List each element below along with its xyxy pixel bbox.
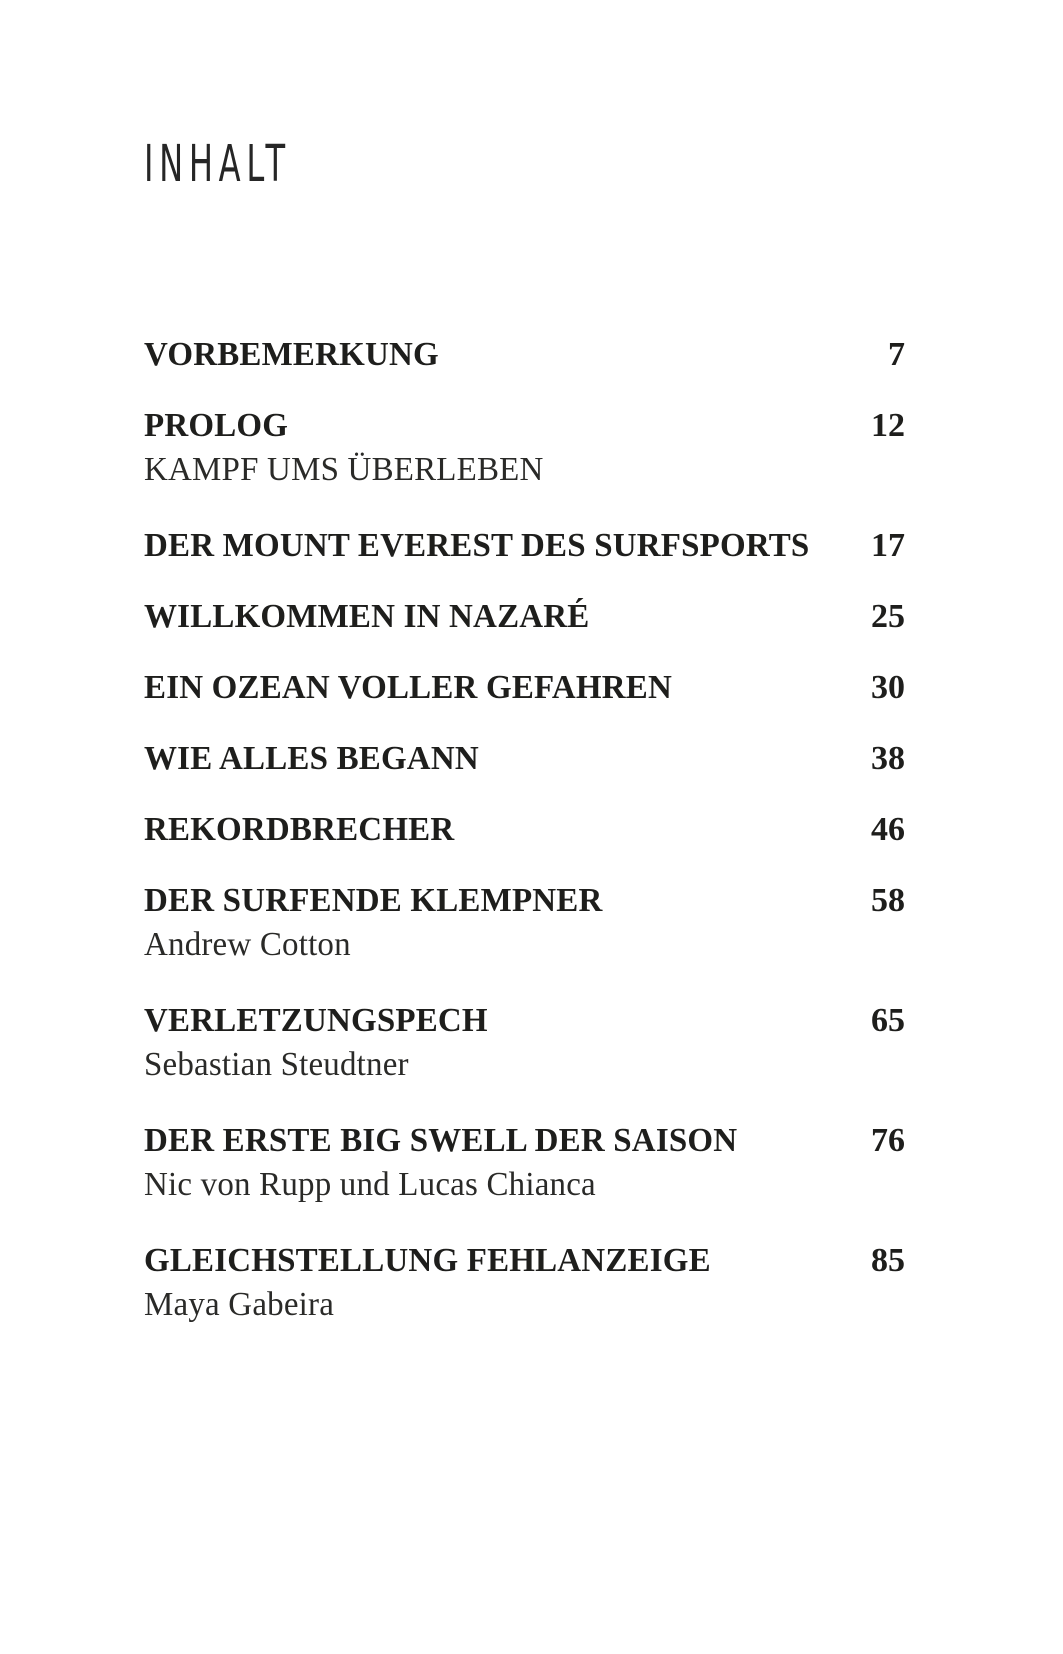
- toc-entry-title: GLEICHSTELLUNG FEHLANZEIGE: [144, 1242, 711, 1279]
- toc-entry: [144, 524, 905, 568]
- toc-entry-row: [144, 595, 905, 639]
- toc-entry-row: [144, 666, 905, 710]
- toc-entry-title: REKORDBRECHER: [144, 811, 455, 848]
- toc-entry-row: [144, 1239, 905, 1283]
- toc-entry-title: EIN OZEAN VOLLER GEFAHREN: [144, 669, 672, 706]
- toc-entry-row: [144, 524, 905, 568]
- page-title-text: INHALT: [144, 135, 291, 194]
- toc-entry-title: DER ERSTE BIG SWELL DER SAISON: [144, 1122, 738, 1159]
- toc-entry-page-number: 12: [871, 407, 905, 444]
- toc-entry: [144, 879, 905, 967]
- toc-entry-row: [144, 333, 905, 377]
- table-of-contents: [144, 333, 905, 1327]
- toc-entry-row: [144, 737, 905, 781]
- toc-entry-row: [144, 879, 905, 923]
- toc-entry: [144, 808, 905, 852]
- toc-entry-page-number: 85: [871, 1242, 905, 1279]
- toc-entry: [144, 595, 905, 639]
- toc-entry-subtitle: Nic von Rupp und Lucas Chianca: [144, 1166, 596, 1203]
- toc-entry: [144, 333, 905, 377]
- toc-entry-title: VERLETZUNGSPECH: [144, 1002, 488, 1039]
- toc-entry-row: [144, 999, 905, 1043]
- toc-entry-page-number: 17: [871, 527, 905, 564]
- toc-entry: [144, 666, 905, 710]
- toc-entry-page-number: 65: [871, 1002, 905, 1039]
- toc-entry-subtitle: Sebastian Steudtner: [144, 1046, 409, 1083]
- toc-entry-row: [144, 1119, 905, 1163]
- toc-entry-row: [144, 808, 905, 852]
- toc-entry-row: [144, 404, 905, 448]
- toc-entry-title: DER SURFENDE KLEMPNER: [144, 882, 603, 919]
- toc-entry-page-number: 76: [871, 1122, 905, 1159]
- toc-entry: [144, 737, 905, 781]
- toc-entry-subtitle: KAMPF UMS ÜBERLEBEN: [144, 451, 544, 488]
- toc-entry: [144, 999, 905, 1087]
- toc-entry: [144, 1119, 905, 1207]
- toc-entry-page-number: 25: [871, 598, 905, 635]
- toc-entry-subtitle: Andrew Cotton: [144, 926, 351, 963]
- toc-entry: [144, 1239, 905, 1327]
- page-title: [144, 135, 905, 194]
- toc-entry-page-number: 46: [871, 811, 905, 848]
- toc-entry-page-number: 7: [888, 336, 905, 373]
- toc-entry-title: WIE ALLES BEGANN: [144, 740, 479, 777]
- toc-entry-page-number: 38: [871, 740, 905, 777]
- toc-entry-title: DER MOUNT EVEREST DES SURFSPORTS: [144, 527, 810, 564]
- toc-entry-subtitle: Maya Gabeira: [144, 1286, 335, 1323]
- toc-entry-title: VORBEMERKUNG: [144, 336, 439, 373]
- toc-entry-page-number: 30: [871, 669, 905, 706]
- toc-entry-title: WILLKOMMEN IN NAZARÉ: [144, 598, 590, 635]
- toc-entry-page-number: 58: [871, 882, 905, 919]
- toc-entry-title: PROLOG: [144, 407, 289, 444]
- toc-entry: [144, 404, 905, 492]
